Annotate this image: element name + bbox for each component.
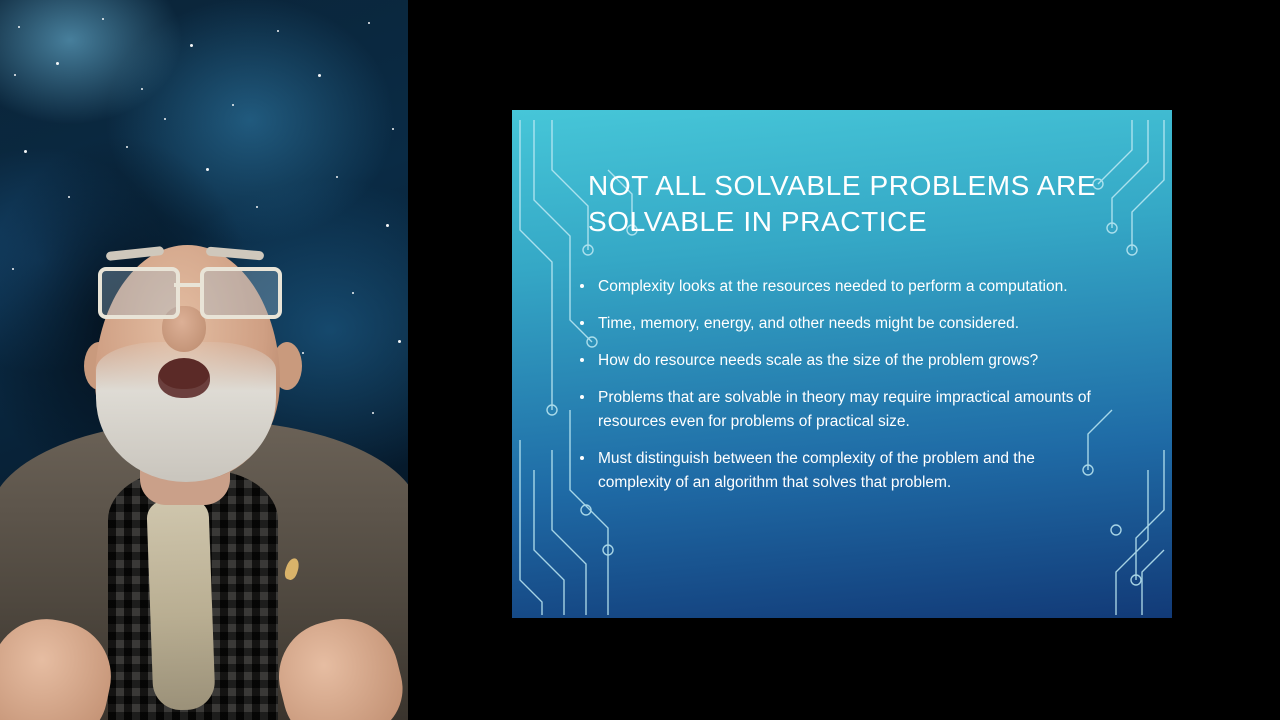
speaker-figure xyxy=(0,160,408,720)
list-item: Complexity looks at the resources needed to perform a computation. xyxy=(578,275,1108,299)
list-item: Time, memory, energy, and other needs might be considered. xyxy=(578,312,1108,336)
list-item: Must distinguish between the complexity of the problem and the complexity of an algorithm that solves that problem. xyxy=(578,447,1108,495)
necktie xyxy=(146,499,215,711)
eyeglasses xyxy=(96,267,282,315)
slide-bullet-list xyxy=(578,275,1108,508)
presentation-slide xyxy=(512,110,1172,618)
slide-title: NOT ALL SOLVABLE PROBLEMS ARE SOLVABLE IN PRACTICE xyxy=(588,170,1097,238)
mouth xyxy=(158,358,210,398)
list-item: Problems that are solvable in theory may require impractical amounts of resources even for problems of practical size. xyxy=(578,386,1108,434)
glasses-bridge xyxy=(174,283,202,287)
right-lens xyxy=(200,267,282,319)
left-lens xyxy=(98,267,180,319)
speaker-webcam-panel xyxy=(0,0,408,720)
list-item: How do resource needs scale as the size of the problem grows? xyxy=(578,349,1108,373)
